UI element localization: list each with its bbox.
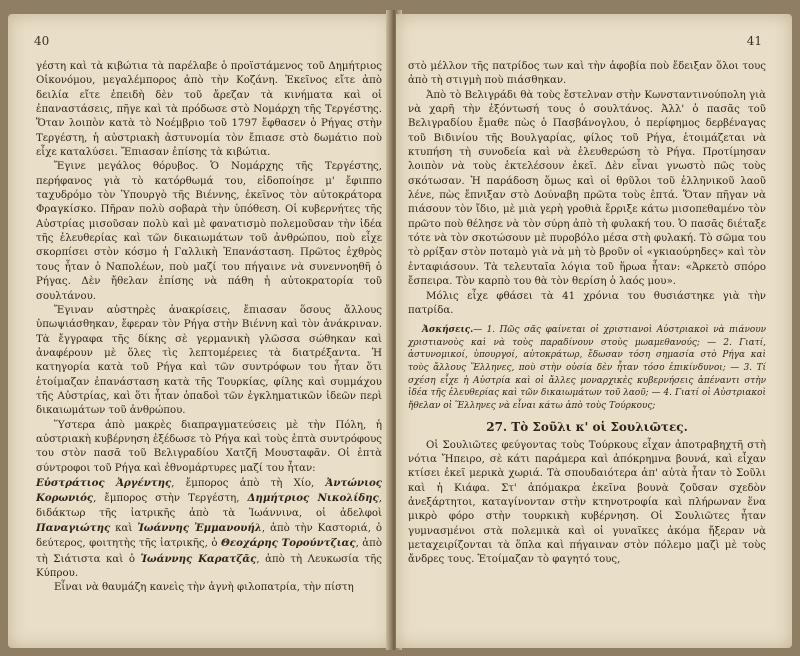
martyr-name: Παναγιώτης	[36, 522, 111, 534]
martyr-desc: καὶ	[110, 523, 138, 534]
martyr-desc: , ἀπὸ τὴ Σιάτιστα καὶ ὁ	[36, 538, 383, 565]
martyr-desc: , διδάκτωρ τῆς ἰατρικῆς ἀπὸ τὰ Ἰωάννινα, οἱ ἀδελφοὶ	[36, 493, 382, 519]
page-number-right: 41	[746, 34, 762, 48]
exercises-text: — 1. Πῶς σᾶς φαίνεται οἱ χριστιανοὶ Αὐστριακοὶ νὰ πιάνουν χριστιανοὺς καὶ νὰ τοὺς παραδίνουν στοὺς μωαμεθανούς; — 2. Γιατί, ἀστυνομικοί, ὑπουργοί, αὐτοκράτωρ, ἔδωσαν τόση σημασία στὸ Ρήγα καὶ τοὺς ἄλλους Ἕλληνες, ποὺ στὴν οὐσία δὲν ἦταν τόσο ἐπικίνδυνοι; — 3. Τί σχέση εἶχε ἡ Αὐστρία καὶ οἱ ἄλλες μοναρχικὲς κυβερνήσεις ἀπέναντι στὴν ἰδέα τῆς ἐλευθερίας καὶ τῶν δικαιωμάτων τοῦ λαοῦ; — 4. Γιατί οἱ Αὐστριακοὶ ἤθελαν οἱ Ἕλληνες νὰ εἶναι κάτω ἀπὸ τοὺς Τούρκους;	[408, 325, 766, 411]
paragraph: στὸ μέλλον τῆς πατρίδος των καὶ τὴν ἀφοβία ποὺ ἔδειξαν ὅλοι τους ἀπὸ τὴ στιγμὴ ποὺ πιάσθηκαν.	[408, 61, 766, 87]
exercises-label: Ἀσκήσεις.	[422, 325, 474, 336]
right-page-text	[408, 60, 766, 568]
paragraph: Ἀπὸ τὸ Βελιγράδι θὰ τοὺς ἔστελναν στὴν Κωνσταντινούπολη γιὰ νὰ χαρῆ τὴν ἐξόντωσή τους ὁ σουλτάνος. Ἀλλ' ὁ πασᾶς τοῦ Βελιγραδίου ἔμαθε πὼς ὁ Πασβάνογλου, ὁ περίφημος δερβέναγας τοῦ Βιδινίου τῆς Βουλγαρίας, φίλος τοῦ Ρήγα, ἑτοιμάζεται νὰ κτυπήση τὴ συνοδεία καὶ νὰ ἐλευθερώση τὸ Ρήγα. Προτίμησαν λοιπὸν νὰ τοὺς ἐκτελέσουν ἐκεῖ. Δὲν εἶναι γνωστὸ πῶς τοὺς σκότωσαν. Ἡ παράδοση ὅμως καὶ οἱ θρῦλοι τοῦ ἑλληνικοῦ λαοῦ λένε, πὼς ἔπνιξαν στὸ Δούναβη πρῶτα τοὺς ἑπτά. Ὅταν πῆγαν νὰ πιάσουν τὸν ἴδιο, μὲ μιὰ γερὴ γροθιὰ ἔρριξε κάτω μισοπεθαμένο τὸν πρῶτο ποὺ θέλησε νὰ τὸν σύρη ἀπὸ τὴ φυλακή του. Ὁ πασᾶς διέταξε τότε νὰ τὸν σκοτώσουν μὲ πυροβόλο μέσα στὴ φυλακή. Τὸ σῶμα του τὸ ρρίξαν στὸν ποταμὸ γιὰ νὰ μὴ τὸ βροῦν οἱ «γκιαούρηδες» καὶ τὸν ἐνταφιάσουν. Τὰ τελευταῖα λόγια τοῦ ἥρωα ἦταν: «Ἀρκετὸ σπόρο ἔσπειρα. Τὸν καρπὸ του θὰ τὸν θερίση ὁ λαός μου».	[408, 89, 766, 288]
martyr-desc: , ἔμπορος ἀπὸ τὴ Χίο,	[171, 477, 326, 489]
paragraph: Οἱ Σουλιῶτες φεύγοντας τοὺς Τούρκους εἶχαν ἀποτραβηχτῆ στὴ νότια Ἤπειρο, σὲ κάτι παράμερα καὶ ἀπόκρημνα βουνά, καὶ εἶχαν κτίσει ἐκεῖ μερικὰ χωριά. Τὰ σπουδαιότερα ἀπ' αὐτὰ ἦταν τὸ Σοῦλι καὶ ἡ Κιάφα. Στ' ἀπόμακρα ἐκεῖνα βουνὰ ζοῦσαν σχεδὸν ἀνεξάρτητοι, καταγίνονταν στὴν κτηνοτροφία καὶ πλήρωναν ἕνα μικρὸ φόρο στὴν τουρκικὴ κυβέρνηση. Οἱ Σουλιῶτες ἦταν γυμνασμένοι στὰ πολεμικὰ καὶ οἱ γυναῖκες ἀκόμα ἤξεραν νὰ μεταχειρίζονται τὰ ὅπλα καὶ πήγαιναν στὸν πόλεμο μαζὶ μὲ τοὺς ἄνδρες τους. Ἑτοίμαζαν τὸ φαγητό τους,	[408, 439, 766, 566]
martyr-desc: , ἀπὸ τὴ Λευκωσία τῆς Κύπρου.	[36, 553, 382, 580]
exercises	[408, 324, 766, 412]
section-title: 27. Τὸ Σοῦλι κ' οἱ Σουλιῶτες.	[486, 420, 688, 435]
paragraph: Μόλις εἶχε φθάσει τὰ 41 χρόνια του θυσιάστηκε γιὰ τὴν πατρίδα.	[408, 290, 766, 316]
martyr-name: Θεοχάρης Τορούντζιας	[221, 537, 356, 550]
martyr-name: Ἰωάννης Καρατζᾶς	[140, 552, 257, 565]
martyrs-list	[36, 476, 382, 581]
martyr-name: Εὐστράτιος Ἀργέντης	[36, 476, 172, 489]
martyr-name: Ἀντώνιος Κορωνιός	[36, 476, 382, 505]
paragraph: Ἔγινε μεγάλος θόρυβος. Ὁ Νομάρχης τῆς Τεργέστης, περήφανος γιὰ τὸ κατόρθωμά του, εἰδοποίησε μ' ἔφιππο ταχυδρόμο τὸν Ὑπουργὸ τῆς Βιέννης, ἐκεῖνος τὸν αὐτοκράτορα Φραγκίσκο. Πῆραν πολὺ σοβαρὰ τὴν ὑπόθεση. Οἱ κυβερνήτες τῆς Αὐστρίας μισοῦσαν πολὺ καὶ μὲ φανατισμὸ πολεμοῦσαν τὴν ἰδέα τῆς ἐλευθερίας καὶ τῶν δικαιωμάτων τοῦ ἀνθρώπου, ποὺ εἶχε σκορπίσει στὸν κόσμο ἡ Γαλλικὴ Ἐπανάσταση. Πρῶτος ἐχθρὸς τους ἦταν ὁ Ναπολέων, ποὺ μαζί του πήγαινε νὰ συνεννοηθῆ ὁ Ρήγας. Δὲν ἤθελαν ἐπίσης νὰ πάθη ἡ αὐτοκρατορία τοῦ σουλτάνου.	[36, 161, 382, 302]
left-page	[8, 14, 392, 648]
page-number-left: 40	[34, 34, 50, 48]
paragraph: γέστη καὶ τὰ κιβώτια τὰ παρέλαβε ὁ προϊστάμενος τοῦ Δημήτριος Οἰκονόμου, μεγαλέμπορος ἀπὸ τὴν Κοζάνη. Ἐκεῖνος εἴτε ἀπὸ δειλία εἴτε ἐπειδὴ δὲν τοῦ ἄρεζαν τὰ κινήματα καὶ οἱ ἐπαναστάσεις, πῆγε καὶ τὰ πρόδωσε στὸ Νομάρχη τῆς Τεργέστης. Ὅταν λοιπὸν κατὰ τὸ Νοέμβριο τοῦ 1797 ἔφθασεν ὁ Ρήγας στὴν Τεργέστη, ἡ αὐστριακὴ ἀστυνομία τὸν ἔπιασε στὸ δωμάτιο ποὺ εἶχε καταλύσει. Ἔπιασαν ἐπίσης τὰ κιβώτια.	[36, 61, 382, 159]
right-page	[396, 14, 792, 648]
paragraph: Ὕστερα ἀπὸ μακρὲς διαπραγματεύσεις μὲ τὴν Πόλη, ἡ αὐστριακὴ κυβέρνηση ἐξέδωσε τὸ Ρήγα καὶ τοὺς ἑπτὰ συντρόφους του στὸν πασᾶ τοῦ Βελιγραδίου Χατζῆ Μουσταφᾶν. Οἱ ἑπτὰ σύντροφοι τοῦ Ρήγα καὶ ἐθνομάρτυρες μαζί του ἦταν:	[36, 419, 382, 474]
martyr-name: Ἰωάννης Ἐμμανουήλ	[137, 522, 262, 534]
paragraph: Ἔγιναν αὐστηρὲς ἀνακρίσεις, ἔπιασαν ὅσους ἄλλους ὑπωψιάσθηκαν, ἔφεραν τὸν Ρήγα στὴν Βιέννη καὶ τὸν ἀνάκριναν. Τὰ ἔγγραφα τῆς δίκης σὲ γερμανικὴ γλῶσσα σώθηκαν καὶ ἀναφέρουν μὲ ὅλες τὶς λεπτομέρειες τὰ διατρέξαντα. Ἡ κατηγορία κατὰ τοῦ Ρήγα καὶ τῶν συντρόφων του ἦταν ὅτι ἑτοίμαζαν ἐπανάσταση κατὰ τῆς Τουρκίας, φίλης καὶ συμμάχου τῆς Αὐστρίας, καὶ ὅτι ἦταν ὀπαδοὶ τῶν ἐγκληματικῶν ἰδεῶν περὶ δικαιωμάτων τοῦ ἀνθρώπου.	[36, 304, 382, 417]
paragraph: Εἶναι νὰ θαυμάζη κανεὶς τὴν ἁγνὴ φιλοπατρία, τὴν πίστη	[54, 582, 354, 594]
left-page-text	[36, 60, 382, 596]
martyr-desc: , ἔμπορος στὴν Τεργέστη,	[93, 493, 248, 505]
martyr-desc: , ἀπὸ τὴν Καστοριά, ὁ δεύτερος, φοιτητὴς τῆς ἰατρικῆς, ὁ	[36, 523, 383, 550]
martyr-name: Δημήτριος Νικολίδης	[247, 492, 379, 505]
